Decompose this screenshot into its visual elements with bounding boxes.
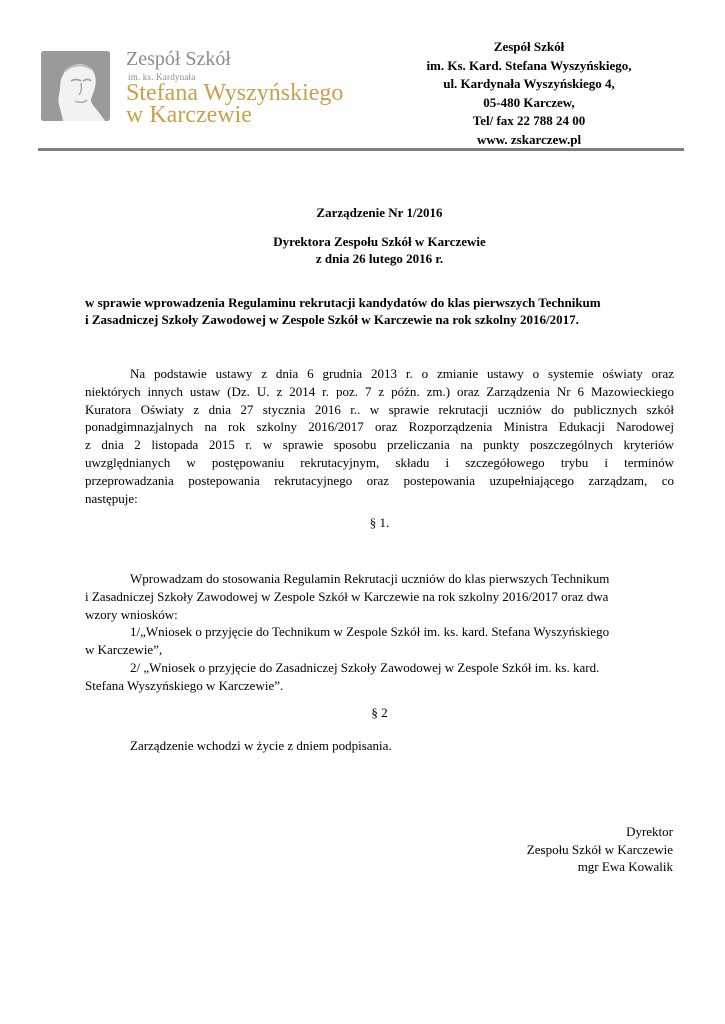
document-date: z dnia 26 lutego 2016 r. bbox=[315, 251, 444, 266]
address-line: ul. Kardynała Wyszyńskiego 4, bbox=[443, 76, 615, 91]
header-divider bbox=[38, 148, 684, 151]
preamble-line: uwzględnianych w postępowaniu rekrutacyjnym, składu i szczegółowego trybu i terminów bbox=[85, 454, 674, 470]
application-form-2-cont: Stefana Wyszyńskiego w Karczewie”. bbox=[85, 677, 284, 693]
document-issuer: Dyrektora Zespołu Szkół w Karczewie bbox=[273, 234, 486, 249]
school-logo-emblem bbox=[41, 51, 110, 121]
address-line: Zespół Szkół bbox=[493, 39, 565, 54]
preamble-line: Na podstawie ustawy z dnia 6 grudnia 2013 r. o zmianie ustawy o systemie oświaty oraz bbox=[130, 366, 674, 381]
section-1-line: Wprowadzam do stosowania Regulamin Rekrutacji uczniów do klas pierwszych Technikum bbox=[130, 571, 610, 586]
logo-line-town: w Karczewie bbox=[126, 102, 252, 128]
address-website: www. zskarczew.pl bbox=[476, 131, 582, 147]
application-form-2: 2/ „Wniosek o przyjęcie do Zasadniczej Szkoły Zawodowej w Zespole Szkół im. ks. kard. bbox=[130, 659, 600, 675]
logo-line-name: Stefana Wyszyńskiego bbox=[126, 80, 344, 106]
section-2-heading: § 2 bbox=[371, 705, 388, 720]
address-line: 05-480 Karczew, bbox=[483, 94, 575, 110]
subject-line: i Zasadniczej Szkoły Zawodowej w Zespole Szkół w Karczewie na rok szkolny 2016/2017. bbox=[85, 312, 579, 327]
preamble-line: z dnia 2 listopada 2015 r. w sprawie sposobu przeliczania na punkty poszczególnych kryteriów bbox=[85, 437, 674, 453]
section-1-paragraph bbox=[85, 570, 674, 695]
preamble-line: Kuratora Oświaty z dnia 27 stycznia 2016 r.. w sprawie rekrutacji uczniów do publicznych szkół bbox=[85, 401, 674, 417]
document-subject bbox=[85, 294, 674, 328]
section-1-heading: § 1. bbox=[369, 515, 390, 530]
signature-name: mgr Ewa Kowalik bbox=[577, 859, 673, 874]
portrait-silhouette-icon bbox=[41, 51, 110, 121]
section-1-line: wzory wniosków: bbox=[85, 606, 178, 622]
section-1-line: i Zasadniczej Szkoły Zawodowej w Zespole Szkół w Karczewie na rok szkolny 2016/2017 oraz dwa bbox=[85, 588, 609, 604]
address-line: im. Ks. Kard. Stefana Wyszyńskiego, bbox=[426, 57, 632, 73]
application-form-1: 1/„Wniosek o przyjęcie do Technikum w Zespole Szkół im. ks. kard. Stefana Wyszyńskiego bbox=[130, 624, 610, 640]
application-form-1-cont: w Karczewie”, bbox=[85, 642, 163, 658]
signature-role: Dyrektor bbox=[626, 824, 673, 839]
preamble-line: niektórych innych ustaw (Dz. U. z 2014 r. poz. 7 z późn. zm.) oraz Zarządzenia Nr 6 Mazowieckiego bbox=[85, 383, 674, 399]
signature-block bbox=[527, 823, 673, 876]
subject-line: w sprawie wprowadzenia Regulaminu rekrutacji kandydatów do klas pierwszych Technikum bbox=[85, 295, 601, 310]
document-number: Zarządzenie Nr 1/2016 bbox=[316, 205, 443, 220]
signature-institution: Zespołu Szkół w Karczewie bbox=[526, 841, 673, 857]
logo-line-school: Zespół Szkół bbox=[126, 48, 231, 70]
preamble-line: ponadgimnazjalnych na rok szkolny 2016/2017 oraz Rozporządzenia Ministra Edukacji Narodowej bbox=[85, 419, 674, 435]
preamble-line: przeprowadzania postepowania rekrutacyjnego oraz postepowania uzupełniającego zarządzam, co bbox=[85, 472, 674, 488]
logo-line-title: im. ks. Kardynała bbox=[128, 72, 196, 82]
preamble-line: następuje: bbox=[85, 490, 138, 506]
preamble-paragraph bbox=[85, 365, 674, 507]
school-address-block bbox=[400, 38, 658, 149]
section-2-text: Zarządzenie wchodzi w życie z dniem podpisania. bbox=[130, 738, 392, 753]
address-phone: Tel/ fax 22 788 24 00 bbox=[472, 113, 586, 128]
